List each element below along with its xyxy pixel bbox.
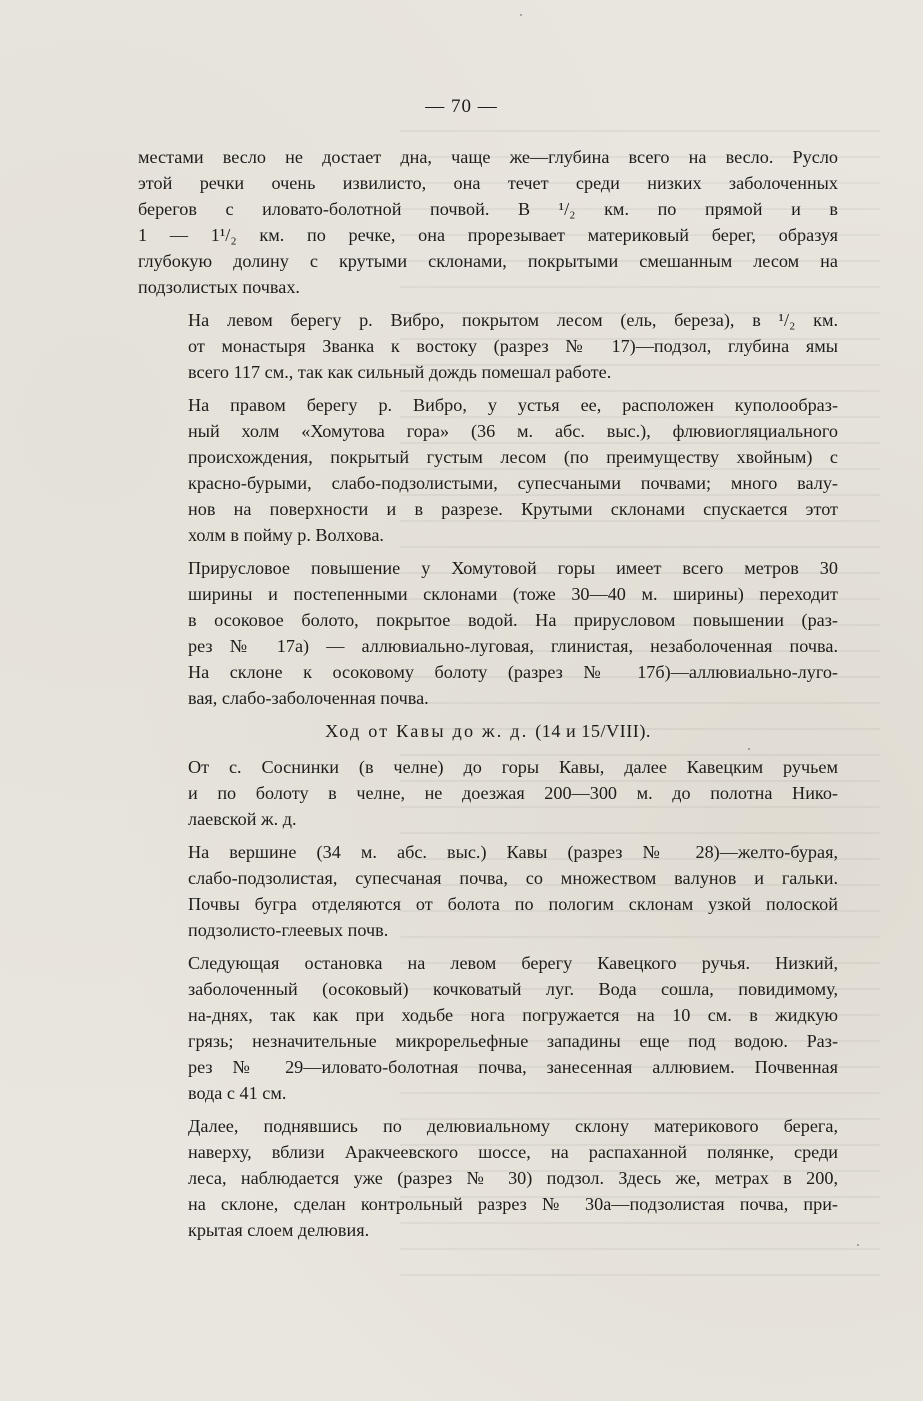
section-heading (138, 718, 838, 744)
text-line: Прирусловое повышение у Хомутовой горы имеет всего метров 30 (188, 557, 838, 578)
text-line: ширины и постепенными склонами (тоже 30—40 м. ширины) переходит (188, 584, 838, 604)
text-line: всего 117 см., так как сильный дождь помешал работе. (188, 362, 612, 383)
section-heading-title: Ход от Кавы до ж. д. (325, 720, 529, 741)
text-line: на склоне, сделан контрольный разрез № 30а—подзолистая почва, при- (188, 1194, 838, 1215)
text-line: подзолистых почвах. (138, 277, 300, 298)
text-line: подзолисто-глеевых почв. (188, 920, 389, 941)
paragraph (138, 950, 838, 1107)
text-line: леса, наблюдается уже (разрез № 30) подзол. Здесь же, метрах в 200, (188, 1167, 838, 1188)
text-line: На левом берегу р. Вибро, покрытом лесом (ель, береза), в ¹/₂ км. (188, 310, 838, 331)
text-line: на-днях, так как при ходьбе нога погружается на 10 см. в жидкую (188, 1004, 838, 1025)
text-line: от монастыря Званка к востоку (разрез № 17)—подзол, глубина ямы (188, 336, 838, 357)
paragraph (138, 555, 838, 712)
section-heading-date: (14 и 15/VIII). (535, 720, 651, 741)
text-line: Почвы бугра отделяются от болота по пологим склонам узкой полоской (188, 894, 838, 915)
text-line: 1 — 1¹/₂ км. по речке, она прорезывает материковый берег, образуя (138, 225, 838, 246)
text-line: вода с 41 см. (188, 1083, 287, 1104)
page-number: — 70 — (425, 96, 498, 117)
paper-speck (748, 748, 750, 750)
text-line: берегов с иловато-болотной почвой. В ¹/₂ км. по прямой и в (138, 199, 838, 220)
text-line: рез № 29—иловато-болотная почва, занесенная аллювием. Почвенная (188, 1057, 838, 1078)
text-line: лаевской ж. д. (188, 809, 297, 830)
text-line: этой речки очень извилисто, она течет среди низких заболоченных (138, 173, 838, 194)
text-line: От с. Соснинки (в челне) до горы Кавы, далее Кавецким ручьем (188, 757, 838, 778)
text-line: заболоченный (осоковый) кочковатый луг. Вода сошла, повидимому, (188, 978, 838, 999)
text-line: Следующая остановка на левом берегу Кавецкого ручья. Низкий, (188, 952, 838, 973)
text-line: глубокую долину с крутыми склонами, покрытыми смешанным лесом на (138, 251, 838, 272)
paragraph (138, 144, 838, 301)
text-line: крытая слоем делювия. (188, 1220, 370, 1241)
text-line: слабо-подзолистая, супесчаная почва, со множеством валунов и гальки. (188, 867, 838, 888)
text-line: и по болоту в челне, не доезжая 200—300 м. до полотна Нико- (188, 783, 838, 804)
text-line: вая, слабо-заболоченная почва. (188, 688, 429, 709)
text-line: местами весло не достает дна, чаще же—глубина всего на весло. Русло (138, 147, 838, 167)
text-line: На правом берегу р. Вибро, у устья ее, расположен куполообраз- (188, 394, 838, 415)
body-text (138, 144, 838, 1243)
text-line: грязь; незначительные микрорельефные западины еще под водою. Раз- (188, 1031, 838, 1051)
text-line: На вершине (34 м. абс. выс.) Кавы (разрез № 28)—желто-бурая, (188, 841, 838, 862)
paragraph (138, 1113, 838, 1243)
text-line: в осоковое болото, покрытое водой. На прирусловом повышении (раз- (188, 610, 838, 631)
text-line: На склоне к осоковому болоту (разрез № 17б)—аллювиально-луго- (188, 662, 838, 683)
paragraph (138, 307, 838, 385)
text-line: ный холм «Хомутова гора» (36 м. абс. выс.), флювиогляциального (188, 420, 838, 441)
paper-speck (857, 1244, 859, 1246)
paragraph (138, 392, 838, 549)
text-line: красно-бурыми, слабо-подзолистыми, супесчаными почвами; много валу- (188, 473, 838, 494)
paragraph (138, 754, 838, 832)
paragraph (138, 839, 838, 943)
text-line: рез № 17а) — аллювиально-луговая, глинистая, незаболоченная почва. (188, 636, 838, 657)
text-line: наверху, вблизи Аракчеевского шоссе, на распаханной полянке, среди (188, 1141, 838, 1162)
text-line: Далее, поднявшись по делювиальному склону материкового берега, (188, 1115, 838, 1136)
text-line: нов на поверхности и в разрезе. Крутыми склонами спускается этот (188, 499, 838, 520)
text-line: холм в пойму р. Волхова. (188, 525, 384, 546)
paper-speck (520, 14, 522, 16)
text-line: происхождения, покрытый густым лесом (по преимуществу хвойным) с (188, 447, 838, 468)
